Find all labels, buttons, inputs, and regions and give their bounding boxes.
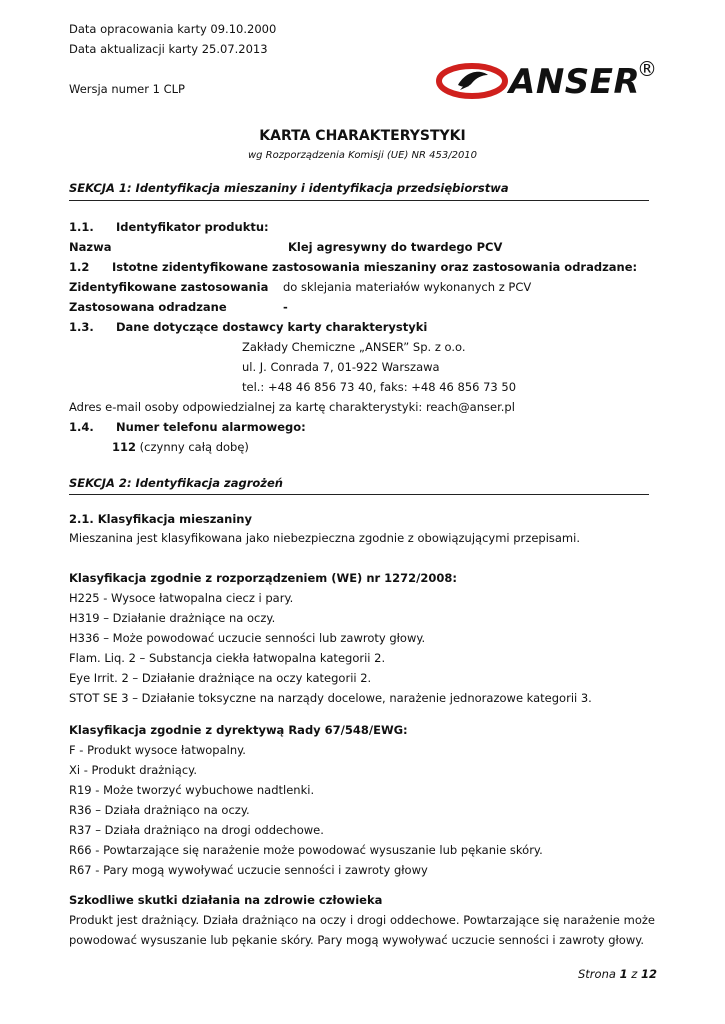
responsible-email: Adres e-mail osoby odpowiedzialnej za kartę charakterystyki: reach@anser.pl <box>69 400 515 414</box>
product-name-label: Nazwa <box>69 240 112 254</box>
dsd-item: F - Produkt wysoce łatwopalny. <box>69 743 246 757</box>
supplier-address: ul. J. Conrada 7, 01-922 Warszawa <box>242 360 440 374</box>
dsd-item: R36 – Działa drażniąco na oczy. <box>69 803 250 817</box>
section2-heading: SEKCJA 2: Identyfikacja zagrożeń <box>69 476 283 490</box>
section1-divider <box>69 200 649 201</box>
dsd-item: R66 - Powtarzające się narażenie może powodować wysuszanie lub pękanie skóry. <box>69 843 543 857</box>
supplier-name: Zakłady Chemiczne „ANSER” Sp. z o.o. <box>242 340 466 354</box>
s14-number: 1.4. <box>69 420 94 434</box>
dsd-item: R37 – Działa drażniąco na drogi oddechowe. <box>69 823 324 837</box>
s11-label: Identyfikator produktu: <box>116 220 269 234</box>
total-pages: 12 <box>640 967 657 981</box>
clp-item: STOT SE 3 – Działanie toksyczne na narządy docelowe, narażenie jednorazowe kategorii 3. <box>69 691 592 705</box>
emergency-note: (czynny całą dobę) <box>136 440 249 454</box>
s21-label: 2.1. Klasyfikacja mieszaniny <box>69 512 252 526</box>
version-label: Wersja numer 1 CLP <box>69 82 185 96</box>
supplier-phone: tel.: +48 46 856 73 40, faks: +48 46 856 73 50 <box>242 380 517 394</box>
of-word: z <box>631 967 638 981</box>
document-title: KARTA CHARAKTERYSTYKI <box>259 128 466 144</box>
registered-mark: ® <box>637 57 657 81</box>
update-date: Data aktualizacji karty 25.07.2013 <box>69 42 268 56</box>
clp-item: Flam. Liq. 2 – Substancja ciekła łatwopalna kategorii 2. <box>69 651 386 665</box>
advised-against-label: Zastosowana odradzane <box>69 300 227 314</box>
emergency-number: 112 <box>112 440 137 454</box>
creation-date: Data opracowania karty 09.10.2000 <box>69 22 277 36</box>
clp-item: H336 – Może powodować uczucie senności lub zawroty głowy. <box>69 631 426 645</box>
s11-number: 1.1. <box>69 220 94 234</box>
s14-label: Numer telefonu alarmowego: <box>116 420 306 434</box>
page-number <box>578 967 657 981</box>
health-effects-text: Produkt jest drażniący. Działa drażniąco na oczy i drogi oddechowe. Powtarzające się narażenie może powodować wysuszanie lub pękanie skóry. Pary mogą wywoływać uczucie senności i zawroty głowy. <box>69 913 655 947</box>
s13-number: 1.3. <box>69 320 94 334</box>
clp-item: H225 - Wysoce łatwopalna ciecz i pary. <box>69 591 294 605</box>
current-page: 1 <box>619 967 628 981</box>
clp-item: H319 – Działanie drażniące na oczy. <box>69 611 276 625</box>
identified-uses-value: do sklejania materiałów wykonanych z PCV <box>283 280 532 294</box>
section1-heading: SEKCJA 1: Identyfikacja mieszaniny i identyfikacja przedsiębiorstwa <box>69 181 509 195</box>
clp-item: Eye Irrit. 2 – Działanie drażniące na oczy kategorii 2. <box>69 671 372 685</box>
advised-against-value: - <box>283 300 288 314</box>
document-subtitle: wg Rozporządzenia Komisji (UE) NR 453/2010 <box>247 150 478 161</box>
product-name-value: Klej agresywny do twardego PCV <box>288 240 503 254</box>
logo-wordmark: ANSER <box>509 62 641 102</box>
s12-number: 1.2 <box>69 260 90 274</box>
dsd-item: R67 - Pary mogą wywoływać uczucie senności i zawroty głowy <box>69 863 428 877</box>
dsd-item: R19 - Może tworzyć wybuchowe nadtlenki. <box>69 783 315 797</box>
company-logo <box>436 57 658 102</box>
dsd-item: Xi - Produkt drażniący. <box>69 763 197 777</box>
s21-text: Mieszanina jest klasyfikowana jako niebezpieczna zgodnie z obowiązującymi przepisami. <box>69 531 580 545</box>
s12-label: Istotne zidentyfikowane zastosowania mieszaniny oraz zastosowania odradzane: <box>112 260 638 274</box>
emergency-phone <box>112 440 249 454</box>
s13-label: Dane dotyczące dostawcy karty charakterystyki <box>116 320 428 334</box>
dsd-heading: Klasyfikacja zgodnie z dyrektywą Rady 67/548/EWG: <box>69 723 408 737</box>
bird-emblem-icon <box>436 61 508 101</box>
identified-uses-label: Zidentyfikowane zastosowania <box>69 280 269 294</box>
page-word: Strona <box>578 967 616 981</box>
health-effects-heading: Szkodliwe skutki działania na zdrowie człowieka <box>69 893 383 907</box>
section2-divider <box>69 494 649 495</box>
clp-heading: Klasyfikacja zgodnie z rozporządzeniem (WE) nr 1272/2008: <box>69 571 457 585</box>
